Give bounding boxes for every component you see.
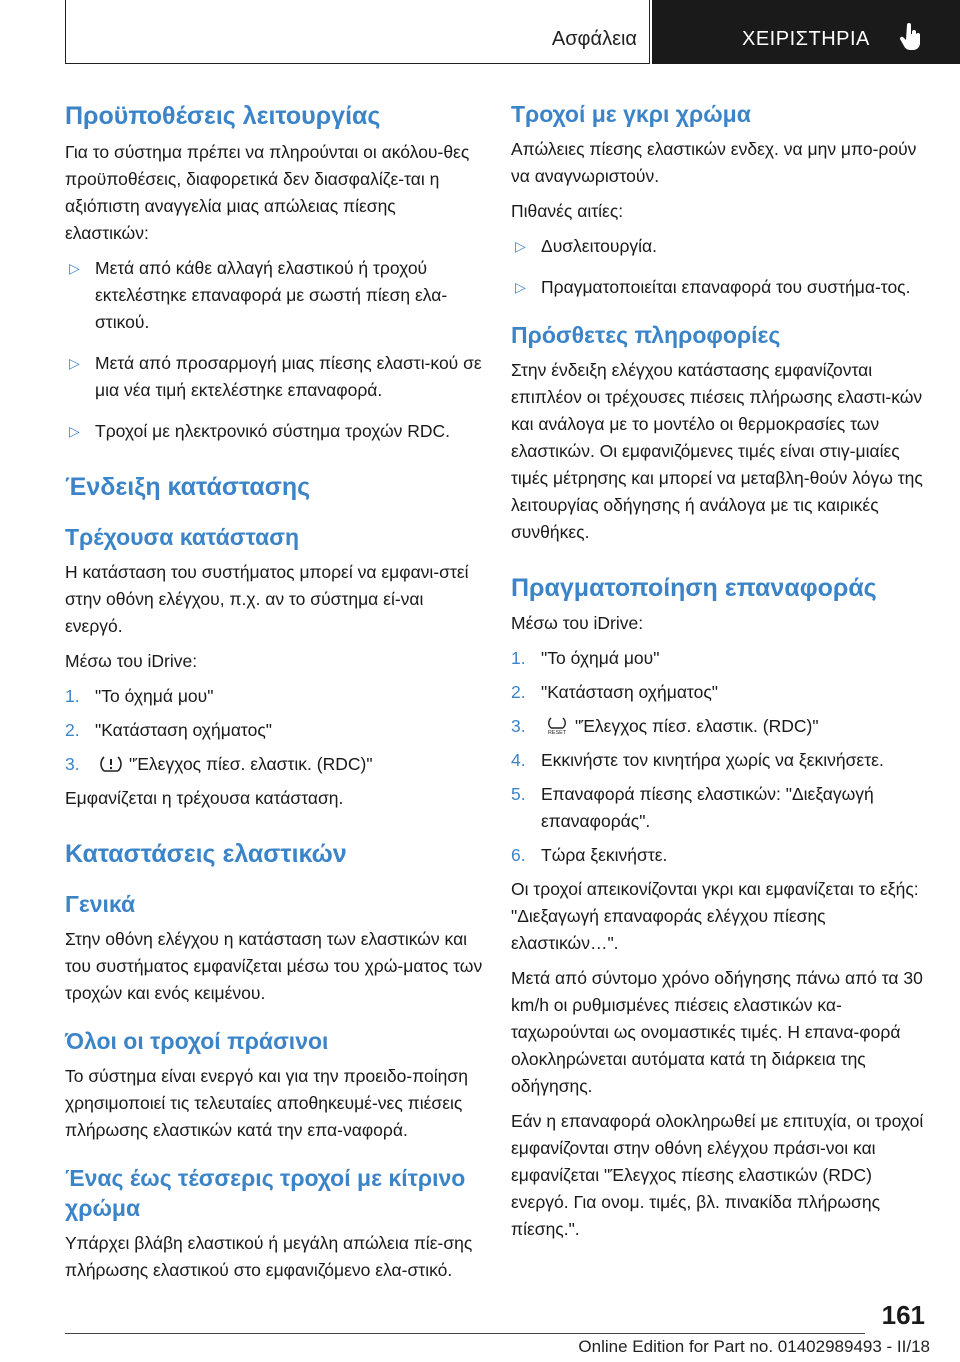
list-item: ▷ Πραγματοποιείται επαναφορά του συστήμα-τος. <box>511 274 929 301</box>
bullet-triangle-icon: ▷ <box>515 237 526 254</box>
heading-current-status: Τρέχουσα κατάσταση <box>65 524 300 550</box>
bullet-triangle-icon: ▷ <box>515 278 526 295</box>
prerequisites-list <box>65 255 483 445</box>
tyre-reset-icon <box>545 717 569 735</box>
tyre-pressure-warning-icon <box>99 755 123 773</box>
causes-list <box>511 233 929 301</box>
chapter-tab-label: ΧΕΙΡΙΣΤΗΡΙΑ <box>742 28 870 50</box>
list-item: ▷ Τροχοί με ηλεκτρονικό σύστημα τροχών RDC. <box>65 418 483 445</box>
left-column <box>65 100 483 1292</box>
bullet-triangle-icon: ▷ <box>69 422 80 439</box>
list-item: 2. "Κατάσταση οχήματος" <box>65 719 272 740</box>
paragraph-via-idrive: Μέσω του iDrive: <box>65 650 198 671</box>
status-steps-list <box>65 683 483 778</box>
heading-additional-info: Πρόσθετες πληροφορίες <box>511 321 781 348</box>
paragraph-status-shown: Εμφανίζεται η τρέχουσα κατάσταση. <box>65 787 344 808</box>
list-item: 3. "Έλεγχος πίεσ. ελαστικ. (RDC)" <box>65 753 373 774</box>
paragraph-after-driving: Μετά από σύντομο χρόνο οδήγησης πάνω από τα 30 km/h οι ρυθμισμένες πιέσεις ελαστικών κα-ταχωρούνται ως ονομαστικές τιμές. Η επανα-φορά ολοκληρώνεται αυτόματα κατά τη διάρκεια της οδήγησης. <box>511 968 923 1097</box>
paragraph-all-green: Το σύστημα είναι ενεργό και για την προειδο-ποίηση χρησιμοποιεί τις τελευταίες αποθηκευμέ-νες πιέσεις πλήρωσης ελαστικών κατά την επα-ναφορά. <box>65 1066 468 1141</box>
paragraph-general: Στην οθόνη ελέγχου η κατάσταση των ελαστικών και του συστήματος εμφανίζεται μέσω του χρώ-ματος των τροχών και ενός κειμένου. <box>65 929 483 1004</box>
svg-text:RESET: RESET <box>547 730 567 736</box>
footer-divider <box>65 1333 865 1334</box>
list-item: 1. "Το όχημά μου" <box>65 685 214 706</box>
heading-tyre-states: Καταστάσεις ελαστικών <box>65 839 347 868</box>
heading-all-green: Όλοι οι τροχοί πράσινοι <box>65 1028 329 1055</box>
paragraph-grey-shown: Οι τροχοί απεικονίζονται γκρι και εμφανίζεται το εξής: "Διεξαγωγή επαναφοράς ελέγχου πίεσης ελαστικών…". <box>511 879 919 954</box>
paragraph-grey-wheels: Απώλειες πίεσης ελαστικών ενδεχ. να μην μπο-ρούν να αναγνωριστούν. <box>511 138 917 186</box>
list-item: ▷ Μετά από προσαρμογή μιας πίεσης ελαστι-κού σε μια νέα τιμή εκτελέστηκε επαναφορά. <box>65 350 483 404</box>
list-item: 2. "Κατάσταση οχήματος" <box>511 682 718 703</box>
hand-pointer-icon <box>898 22 924 52</box>
section-title: Ασφάλεια <box>551 28 637 50</box>
heading-yellow: Ένας έως τέσσερις τροχοί με κίτρινο χρώμα <box>65 1165 466 1222</box>
list-item: ▷ Μετά από κάθε αλλαγή ελαστικού ή τροχού εκτελέστηκε επαναφορά με σωστή πίεση ελα-στικού. <box>65 255 483 336</box>
heading-status-display: Ένδειξη κατάστασης <box>65 472 311 501</box>
list-item: 3. RESET "Έλεγχος πίεσ. ελαστικ. (RDC)" <box>511 716 819 737</box>
page-number: 161 <box>881 1300 925 1330</box>
bullet-triangle-icon: ▷ <box>69 354 80 371</box>
list-item: ▷ Δυσλειτουργία. <box>511 233 929 260</box>
chapter-tab <box>652 0 960 64</box>
heading-perform-reset: Πραγματοποίηση επαναφοράς <box>511 573 877 602</box>
reset-steps-list <box>511 645 929 869</box>
paragraph-yellow: Υπάρχει βλάβη ελαστικού ή μεγάλη απώλεια πίε-σης πλήρωσης ελαστικού στο εμφανιζόμενο ελα-στικό. <box>65 1232 473 1280</box>
paragraph-additional-info: Στην ένδειξη ελέγχου κατάστασης εμφανίζονται επιπλέον οι τρέχουσες πιέσεις πλήρωσης ελαστι-κών και ανάλογα με το μοντέλο οι θερμοκρασίες των ελαστικών. Οι εμφανιζόμενες τιμές είναι στιγ-μιαίες τιμές μέτρησης και μπορεί να μεταβλη-θούν λόγω της λειτουργίας οδήγησης ή ανάλογα με τις καιρικές συνθήκες. <box>511 359 923 542</box>
list-item: 4. Εκκινήστε τον κινητήρα χωρίς να ξεκινήσετε. <box>511 750 884 771</box>
list-item: 6. Τώρα ξεκινήστε. <box>511 845 668 866</box>
list-item: 1. "Το όχημά μου" <box>511 648 660 669</box>
heading-general: Γενικά <box>65 891 136 918</box>
paragraph-reset-success: Εάν η επαναφορά ολοκληρωθεί με επιτυχία, οι τροχοί εμφανίζονται στην οθόνη ελέγχου πράσι-νοι και εμφανίζεται "Έλεγχος πίεσης ελαστικών (RDC) ενεργό. Για ονομ. τιμές, βλ. πινακίδα πλήρωσης πίεσης.". <box>511 1111 924 1240</box>
paragraph-via-idrive: Μέσω του iDrive: <box>511 613 644 634</box>
paragraph-prerequisites: Για το σύστημα πρέπει να πληρούνται οι ακόλου-θες προϋποθέσεις, διαφορετικά δεν διασφαλίζε-ται η αξιόπιστη αναγγελία μιας απώλειας πίεσης ελαστικών: <box>65 141 470 243</box>
paragraph-current-status: Η κατάσταση του συστήματος μπορεί να εμφανι-στεί στην οθόνη ελέγχου, π.χ. αν το σύστημα εί-ναι ενεργό. <box>65 561 469 636</box>
list-item: 5. Επαναφορά πίεσης ελαστικών: "Διεξαγωγή επαναφοράς". <box>511 784 874 832</box>
heading-prerequisites: Προϋποθέσεις λειτουργίας <box>65 102 381 130</box>
header-section-box <box>65 0 650 64</box>
bullet-triangle-icon: ▷ <box>69 259 80 276</box>
paragraph-possible-causes: Πιθανές αιτίες: <box>511 200 624 221</box>
right-column <box>511 100 929 1251</box>
heading-grey-wheels: Τροχοί με γκρι χρώμα <box>511 101 751 127</box>
footer-edition: Online Edition for Part no. 01402989493 - II/18 <box>578 1337 930 1356</box>
